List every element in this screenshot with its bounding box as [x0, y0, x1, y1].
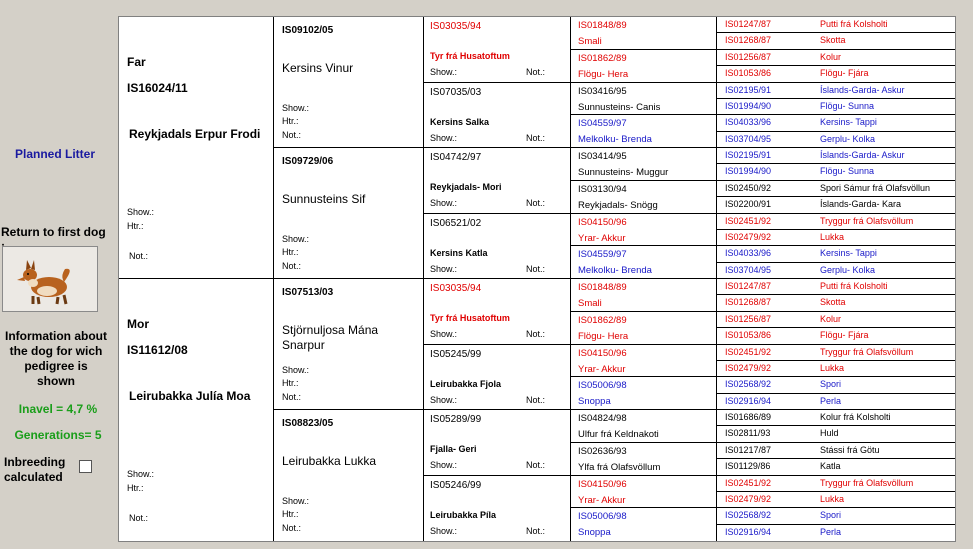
gen5-name: Kersins- Tappi	[820, 117, 877, 128]
show-label: Show.:	[127, 207, 155, 217]
show-label: Show.:	[430, 329, 458, 339]
inavel-value: Inavel = 4,7 %	[18, 402, 98, 416]
gen5-name: Perla	[820, 395, 842, 406]
gen5-cell[interactable]	[717, 230, 955, 246]
htr-label: Htr.:	[127, 483, 144, 493]
gen4-name: Ulfur frá Keldnakoti	[578, 429, 659, 440]
gen4-reg: IS02636/93	[578, 445, 627, 457]
gen4-name: Ylfa frá Olafsvöllum	[578, 461, 661, 473]
gen5-reg: IS01247/87	[725, 281, 772, 291]
gen4-reg: IS05006/98	[578, 511, 627, 523]
gen5-cell[interactable]	[717, 33, 955, 49]
gen4-cell[interactable]	[571, 279, 716, 312]
show-label: Show.:	[430, 198, 458, 208]
generation-4-column	[571, 17, 717, 541]
gen4-name: Yrar- Akkur	[578, 363, 626, 375]
gen5-cell[interactable]	[717, 214, 955, 230]
gen1-reg: IS11612/08	[127, 343, 188, 357]
gen5-cell[interactable]	[717, 148, 955, 164]
gen5-name: Kolur frá Kolsholti	[820, 412, 891, 422]
not-label: Not.:	[129, 251, 149, 261]
not-label: Not.:	[526, 67, 546, 77]
htr-label: Htr.:	[282, 116, 299, 126]
info-text: Information about the dog for wich pedigree is shown	[5, 329, 107, 388]
gen2-name: Sunnusteins Sif	[282, 192, 366, 206]
gen5-cell[interactable]	[717, 492, 955, 508]
gen5-name: Skotta	[820, 35, 846, 46]
gen5-cell[interactable]	[717, 50, 955, 66]
not-label: Not.:	[526, 198, 546, 208]
gen5-reg: IS01053/86	[725, 330, 772, 341]
gen4-reg: IS03130/94	[578, 183, 627, 195]
gen5-cell[interactable]	[717, 476, 955, 492]
gen4-name: Smali	[578, 298, 602, 309]
show-label: Show.:	[430, 460, 458, 470]
gen4-cell[interactable]	[571, 508, 716, 541]
gen5-cell[interactable]	[717, 181, 955, 197]
gen2-name: Stjörnuljosa Mána Snarpur	[282, 323, 379, 352]
gen4-reg: IS03414/95	[578, 151, 627, 162]
gen4-cell[interactable]	[571, 443, 716, 476]
show-label: Show.:	[430, 394, 458, 405]
gen1-name: Leirubakka Julía Moa	[129, 389, 251, 403]
gen4-reg: IS01848/89	[578, 282, 627, 293]
gen3-name: Leirubakka Fjola	[430, 378, 502, 389]
gen2-name: Kersins Vinur	[282, 61, 354, 75]
sidebar	[0, 0, 112, 549]
return-first-dog-button[interactable]	[2, 246, 98, 312]
return-label: Return to first dog	[1, 225, 106, 239]
gen5-reg: IS02195/91	[725, 150, 772, 160]
gen5-name: Kolur	[820, 313, 842, 324]
gen5-cell[interactable]	[717, 312, 955, 328]
gen5-reg: IS02479/92	[725, 231, 772, 242]
gen5-cell[interactable]	[717, 459, 955, 475]
show-label: Show.:	[282, 103, 310, 113]
gen4-reg: IS04150/96	[578, 216, 627, 228]
gen5-name: Flögu- Fjára	[820, 68, 869, 79]
gen5-reg: IS02451/92	[725, 215, 772, 226]
gen3-reg: IS03035/94	[430, 21, 482, 32]
gen1-role: Far	[127, 55, 146, 69]
htr-label: Htr.:	[282, 509, 299, 519]
gen3-reg: IS05245/99	[430, 348, 482, 360]
gen5-reg: IS02195/91	[725, 84, 772, 95]
gen5-cell[interactable]	[717, 99, 955, 115]
gen5-cell[interactable]	[717, 361, 955, 377]
gen4-name: Flögu- Hera	[578, 68, 629, 80]
gen5-cell[interactable]	[717, 443, 955, 459]
gen5-reg: IS02200/91	[725, 199, 772, 210]
gen3-name: Kersins Salka	[430, 116, 490, 127]
gen5-cell[interactable]	[717, 377, 955, 393]
gen2-reg: IS07513/03	[282, 287, 334, 298]
gen1-cell[interactable]	[119, 17, 273, 279]
gen5-reg: IS02811/93	[725, 428, 771, 439]
gen2-cell[interactable]	[274, 17, 423, 148]
gen4-cell[interactable]	[571, 148, 716, 181]
gen5-reg: IS02916/94	[725, 526, 772, 537]
gen3-name: Tyr frá Husatoftum	[430, 51, 510, 61]
gen4-cell[interactable]	[571, 410, 716, 443]
gen3-cell[interactable]	[424, 148, 570, 214]
gen4-name: Smali	[578, 36, 602, 47]
gen5-name: Flögu- Sunna	[820, 100, 875, 111]
not-label: Not.:	[282, 523, 302, 533]
gen4-name: Melkolku- Brenda	[578, 265, 652, 277]
gen5-reg: IS01129/86	[725, 461, 771, 472]
gen4-cell[interactable]	[571, 83, 716, 116]
gen3-reg: IS07035/03	[430, 86, 482, 98]
gen5-cell[interactable]	[717, 394, 955, 410]
gen5-name: Kolur	[820, 51, 842, 62]
gen3-name: Kersins Katla	[430, 247, 488, 258]
htr-label: Htr.:	[282, 247, 299, 257]
gen5-reg: IS02451/92	[725, 477, 772, 488]
gen5-cell[interactable]	[717, 508, 955, 524]
gen2-name: Leirubakka Lukka	[282, 454, 377, 468]
gen3-name: Reykjadals- Mori	[430, 182, 502, 192]
gen4-cell[interactable]	[571, 345, 716, 378]
gen4-reg: IS04824/98	[578, 413, 627, 424]
show-label: Show.:	[430, 525, 458, 536]
gen5-cell[interactable]	[717, 410, 955, 426]
not-label: Not.:	[526, 263, 546, 274]
inbreeding-label: Inbreeding calculated	[4, 455, 66, 484]
gen5-name: Tryggur frá Olafsvöllum	[820, 477, 914, 488]
gen5-reg: IS01686/89	[725, 412, 772, 422]
gen5-reg: IS01268/87	[725, 35, 772, 46]
gen5-reg: IS01994/90	[725, 100, 772, 111]
gen4-reg: IS05006/98	[578, 380, 627, 392]
gen5-cell[interactable]	[717, 426, 955, 442]
gen4-cell[interactable]	[571, 312, 716, 345]
gen3-cell[interactable]	[424, 476, 570, 542]
htr-label: Htr.:	[282, 378, 299, 388]
gen5-reg: IS02479/92	[725, 493, 772, 504]
gen5-reg: IS02568/92	[725, 379, 772, 390]
show-label: Show.:	[127, 469, 155, 479]
gen5-name: Tryggur frá Olafsvöllum	[820, 215, 914, 226]
gen3-cell[interactable]	[424, 214, 570, 280]
gen5-name: Lukka	[820, 362, 845, 373]
gen1-role: Mor	[127, 317, 149, 331]
gen4-name: Reykjadals- Snögg	[578, 199, 658, 211]
dog-icon	[3, 247, 97, 311]
inbreeding-checkbox[interactable]	[79, 460, 92, 473]
gen5-name: Tryggur frá Olafsvöllum	[820, 346, 914, 357]
gen5-reg: IS01217/87	[725, 444, 772, 455]
gen5-name: Perla	[820, 526, 842, 537]
gen4-cell[interactable]	[571, 246, 716, 279]
gen3-cell[interactable]	[424, 83, 570, 149]
gen4-cell[interactable]	[571, 181, 716, 214]
gen3-name: Fjalla- Geri	[430, 444, 477, 454]
gen5-name: Íslands-Garda- Askur	[820, 150, 905, 160]
gen5-name: Spori	[820, 510, 842, 521]
gen3-reg: IS04742/97	[430, 152, 482, 163]
gen3-cell[interactable]	[424, 279, 570, 345]
gen5-cell[interactable]	[717, 279, 955, 295]
gen5-name: Flögu- Sunna	[820, 166, 875, 177]
gen4-cell[interactable]	[571, 476, 716, 509]
gen5-reg: IS01256/87	[725, 51, 772, 62]
generation-5-column	[717, 17, 955, 541]
gen4-reg: IS04559/97	[578, 249, 627, 261]
gen5-reg: IS01053/86	[725, 68, 772, 79]
gen5-cell[interactable]	[717, 115, 955, 131]
show-label: Show.:	[282, 496, 310, 506]
gen2-cell[interactable]	[274, 410, 423, 541]
not-label: Not.:	[526, 460, 546, 470]
gen5-reg: IS01256/87	[725, 313, 772, 324]
show-label: Show.:	[430, 132, 458, 143]
gen4-reg: IS04150/96	[578, 478, 627, 490]
gen5-name: Putti frá Kolsholti	[820, 281, 888, 291]
gen2-reg: IS09102/05	[282, 25, 334, 36]
not-label: Not.:	[282, 130, 302, 140]
gen5-reg: IS02479/92	[725, 362, 772, 373]
gen2-reg: IS08823/05	[282, 418, 334, 429]
gen5-reg: IS04033/96	[725, 248, 772, 259]
show-label: Show.:	[430, 67, 458, 77]
not-label: Not.:	[282, 261, 302, 271]
gen4-name: Sunnusteins- Muggur	[578, 167, 669, 178]
htr-label: Htr.:	[127, 221, 144, 231]
gen4-name: Melkolku- Brenda	[578, 134, 652, 146]
planned-litter-link[interactable]: Planned Litter	[14, 147, 95, 161]
gen5-name: Katla	[820, 461, 841, 472]
gen5-name: Kersins- Tappi	[820, 248, 877, 259]
gen5-reg: IS02451/92	[725, 346, 772, 357]
gen3-name: Tyr frá Husatoftum	[430, 313, 510, 323]
gen5-cell[interactable]	[717, 263, 955, 279]
gen5-cell[interactable]	[717, 345, 955, 361]
gen1-cell[interactable]	[119, 279, 273, 541]
gen3-reg: IS05246/99	[430, 479, 482, 491]
gen5-reg: IS03704/95	[725, 264, 772, 275]
gen5-cell[interactable]	[717, 328, 955, 344]
gen5-reg: IS01247/87	[725, 19, 772, 29]
show-label: Show.:	[430, 263, 458, 274]
gen4-cell[interactable]	[571, 115, 716, 148]
not-label: Not.:	[526, 525, 546, 536]
gen1-name: Reykjadals Erpur Frodi	[129, 127, 261, 141]
not-label: Not.:	[282, 392, 302, 402]
gen5-name: Spori Sámur frá Olafsvöllun	[820, 182, 931, 193]
generation-3-column	[424, 17, 571, 541]
gen4-cell[interactable]	[571, 17, 716, 50]
not-label: Not.:	[526, 329, 546, 339]
gen5-reg: IS02450/92	[725, 182, 772, 193]
not-label: Not.:	[526, 394, 546, 405]
gen5-reg: IS01994/90	[725, 166, 772, 177]
gen4-reg: IS01862/89	[578, 52, 627, 64]
gen5-reg: IS04033/96	[725, 117, 772, 128]
gen5-reg: IS02916/94	[725, 395, 772, 406]
gen4-cell[interactable]	[571, 377, 716, 410]
gen5-name: Flögu- Fjára	[820, 330, 869, 341]
gen5-cell[interactable]	[717, 17, 955, 33]
gen5-cell[interactable]	[717, 83, 955, 99]
show-label: Show.:	[282, 234, 310, 244]
gen5-cell[interactable]	[717, 132, 955, 148]
gen5-cell[interactable]	[717, 66, 955, 82]
gen5-name: Gerplu- Kolka	[820, 133, 876, 144]
gen3-reg: IS05289/99	[430, 414, 482, 425]
gen4-reg: IS03416/95	[578, 85, 627, 97]
generation-1-column	[119, 17, 274, 541]
gen4-name: Snoppa	[578, 396, 611, 408]
gen5-reg: IS02568/92	[725, 510, 772, 521]
gen5-reg: IS01268/87	[725, 297, 772, 308]
gen2-cell[interactable]	[274, 279, 423, 410]
gen2-cell[interactable]	[274, 148, 423, 279]
gen4-name: Yrar- Akkur	[578, 494, 626, 506]
pedigree-table	[118, 16, 956, 542]
gen4-reg: IS01848/89	[578, 20, 627, 31]
gen5-name: Spori	[820, 379, 842, 390]
gen4-name: Flögu- Hera	[578, 330, 629, 342]
gen5-name: Huld	[820, 428, 839, 439]
gen5-cell[interactable]	[717, 295, 955, 311]
generations-value: Generations= 5	[14, 428, 102, 442]
gen5-name: Gerplu- Kolka	[820, 264, 876, 275]
gen4-reg: IS01862/89	[578, 314, 627, 326]
gen3-cell[interactable]	[424, 17, 570, 83]
gen5-cell[interactable]	[717, 164, 955, 180]
gen5-name: Stássi frá Götu	[820, 444, 880, 455]
gen4-reg: IS04150/96	[578, 347, 627, 359]
generation-2-column	[274, 17, 424, 541]
gen3-cell[interactable]	[424, 410, 570, 476]
gen5-name: Lukka	[820, 493, 845, 504]
show-label: Show.:	[282, 365, 310, 375]
gen5-reg: IS03704/95	[725, 133, 772, 144]
gen5-name: Lukka	[820, 231, 845, 242]
gen3-reg: IS06521/02	[430, 217, 482, 229]
gen1-reg: IS16024/11	[127, 81, 188, 95]
not-label: Not.:	[129, 513, 149, 523]
gen4-name: Snoppa	[578, 527, 611, 539]
gen4-cell[interactable]	[571, 50, 716, 83]
gen5-name: Íslands-Garda- Kara	[820, 199, 902, 210]
gen3-name: Leirubakka Píla	[430, 509, 497, 520]
gen3-reg: IS03035/94	[430, 283, 482, 294]
gen5-cell[interactable]	[717, 246, 955, 262]
gen5-name: Putti frá Kolsholti	[820, 19, 888, 29]
gen4-cell[interactable]	[571, 214, 716, 247]
gen5-cell[interactable]	[717, 197, 955, 213]
gen2-reg: IS09729/06	[282, 156, 334, 167]
gen3-cell[interactable]	[424, 345, 570, 411]
gen4-name: Sunnusteins- Canis	[578, 101, 661, 113]
gen4-reg: IS04559/97	[578, 118, 627, 130]
gen4-name: Yrar- Akkur	[578, 232, 626, 244]
gen5-name: Íslands-Garda- Askur	[820, 84, 905, 95]
gen5-cell[interactable]	[717, 525, 955, 541]
gen5-name: Skotta	[820, 297, 846, 308]
not-label: Not.:	[526, 132, 546, 143]
